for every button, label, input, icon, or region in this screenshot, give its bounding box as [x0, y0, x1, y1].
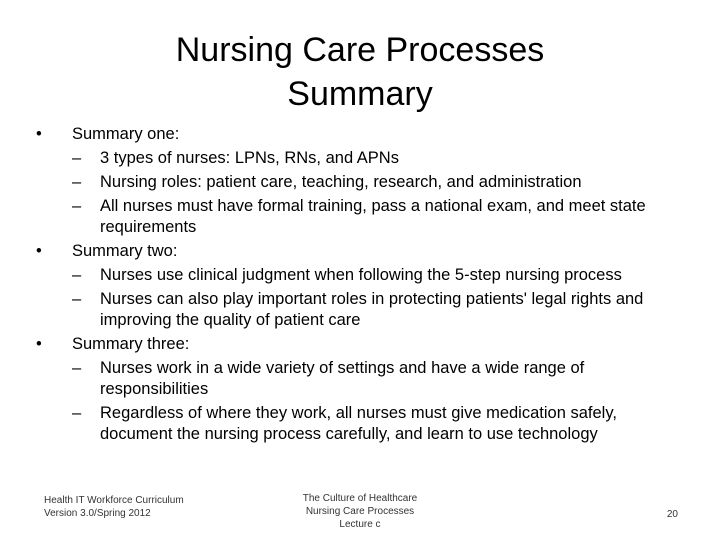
bullet-summary-two	[36, 241, 686, 262]
page-number: 20	[666, 509, 678, 520]
sub-item-text: Nurses work in a wide variety of settings and have a wide range of responsibilities	[100, 359, 585, 398]
sub-item-text: Nurses use clinical judgment when following the 5-step nursing process	[100, 266, 622, 284]
sub-item	[36, 265, 686, 286]
bullet-label: Summary three:	[72, 335, 190, 353]
sub-item-text: Nurses can also play important roles in protecting patients' legal rights and improving the quality of patient care	[100, 290, 644, 329]
bullet-summary-three	[36, 334, 686, 355]
sub-item	[36, 403, 686, 445]
footer-course	[260, 492, 460, 531]
bullet-label: Summary two:	[72, 242, 178, 260]
sub-item	[36, 289, 686, 331]
sub-item-text: 3 types of nurses: LPNs, RNs, and APNs	[100, 149, 399, 167]
dash-icon: –	[72, 290, 82, 308]
footer-course-line-3: Lecture c	[339, 519, 381, 530]
sub-list-summary-two	[36, 265, 686, 331]
dash-icon: –	[72, 359, 82, 377]
sub-list-summary-three	[36, 358, 686, 445]
bullet-icon: •	[36, 335, 42, 353]
dash-icon: –	[72, 197, 82, 215]
dash-icon: –	[72, 266, 82, 284]
sub-list-summary-one	[36, 148, 686, 238]
sub-item-text: Nursing roles: patient care, teaching, research, and administration	[100, 173, 582, 191]
bullet-label: Summary one:	[72, 125, 180, 143]
footer-course-line-2: Nursing Care Processes	[305, 506, 415, 517]
footer-course-line-1: The Culture of Healthcare	[302, 493, 418, 504]
slide-title-line-2: Summary	[287, 75, 433, 113]
sub-item-text: All nurses must have formal training, pass a national exam, and meet state requirements	[100, 197, 646, 236]
slide-title-line-1: Nursing Care Processes	[175, 31, 545, 69]
bullet-summary-one	[36, 124, 686, 145]
bullet-icon: •	[36, 125, 42, 143]
dash-icon: –	[72, 149, 82, 167]
sub-item	[36, 148, 686, 169]
slide-content	[36, 124, 686, 445]
sub-item	[36, 196, 686, 238]
footer-curriculum-line-1: Health IT Workforce Curriculum	[44, 495, 184, 506]
dash-icon: –	[72, 404, 82, 422]
sub-item	[36, 172, 686, 193]
sub-item	[36, 358, 686, 400]
slide-title	[60, 28, 660, 116]
dash-icon: –	[72, 173, 82, 191]
sub-item-text: Regardless of where they work, all nurses must give medication safely, document the nursing process carefully, and learn to use technology	[100, 404, 617, 443]
footer-curriculum-line-2: Version 3.0/Spring 2012	[44, 508, 151, 519]
footer-curriculum	[44, 494, 184, 520]
bullet-icon: •	[36, 242, 42, 260]
